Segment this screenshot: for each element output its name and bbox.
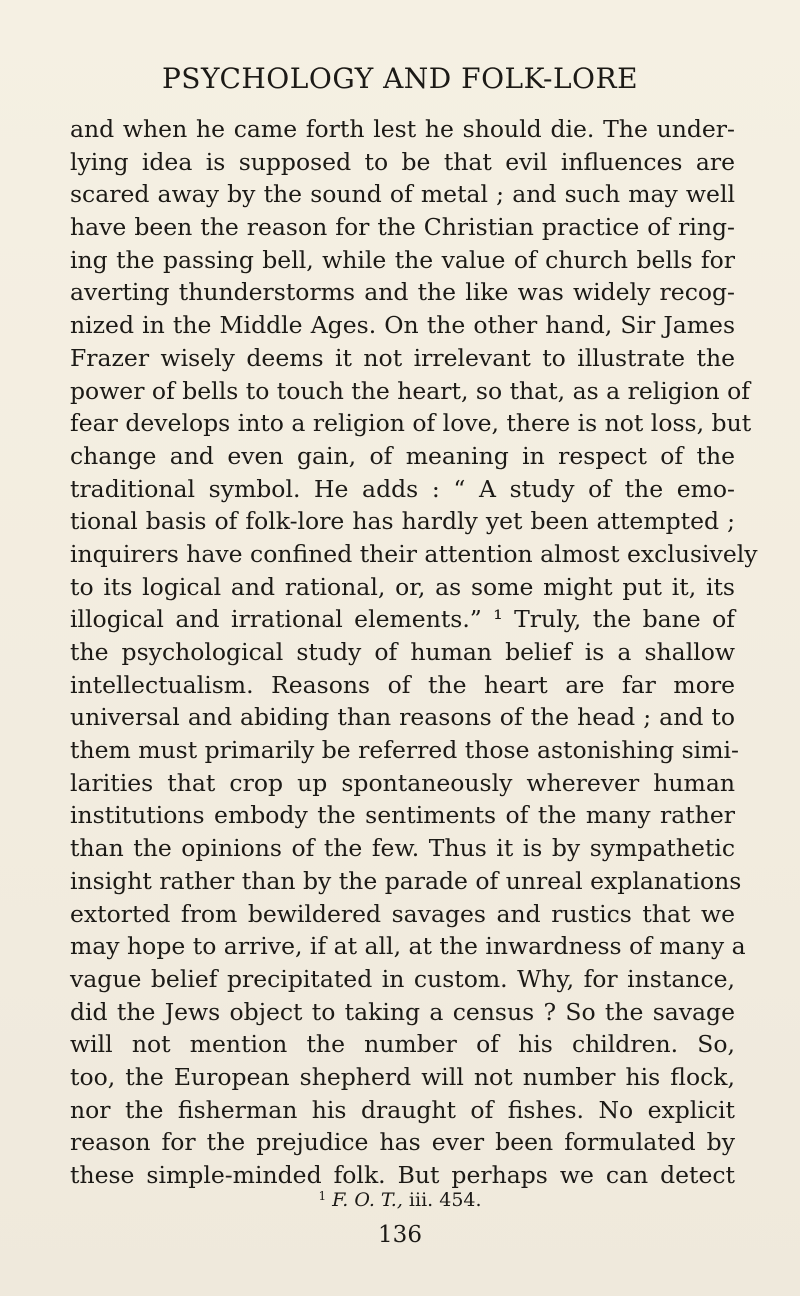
text-line: scared away by the sound of metal ; and such may well bbox=[70, 180, 735, 209]
text-line: ing the passing bell, while the value of church bells for bbox=[70, 245, 735, 274]
text-line: averting thunderstorms and the like was widely recog- bbox=[70, 278, 735, 307]
text-line: universal and abiding than reasons of the head ; and to bbox=[70, 703, 735, 732]
page-number: 136 bbox=[378, 1222, 422, 1248]
text-line: them must primarily be referred those astonishing simi- bbox=[70, 736, 739, 765]
text-line: may hope to arrive, if at all, at the inwardness of many a bbox=[70, 932, 746, 961]
body-text bbox=[70, 113, 758, 1192]
text-line: and when he came forth lest he should die. The under- bbox=[70, 115, 735, 143]
text-line: tional basis of folk-lore has hardly yet been attempted ; bbox=[70, 507, 735, 536]
footnote-marker: 1 bbox=[318, 1189, 327, 1203]
text-line: inquirers have confined their attention almost exclusively bbox=[70, 539, 758, 568]
text-line: traditional symbol. He adds : “ A study of the emo- bbox=[70, 474, 735, 503]
text-line: change and even gain, of meaning in respect of the bbox=[70, 441, 735, 470]
text-line: Frazer wisely deems it not irrelevant to illustrate the bbox=[70, 343, 735, 372]
text-line: too, the European shepherd will not number his flock, bbox=[70, 1062, 735, 1091]
text-line: than the opinions of the few. Thus it is by sympathetic bbox=[70, 834, 735, 863]
text-line: the psychological study of human belief is a shallow bbox=[70, 638, 735, 666]
text-line: extorted from bewildered savages and rustics that we bbox=[70, 899, 735, 928]
text-line: insight rather than by the parade of unreal explanations bbox=[70, 866, 742, 895]
text-line: have been the reason for the Christian practice of ring- bbox=[70, 213, 735, 242]
text-line: will not mention the number of his children. So, bbox=[70, 1030, 735, 1059]
text-line: intellectualism. Reasons of the heart are far more bbox=[70, 670, 735, 699]
text-line: to its logical and rational, or, as some might put it, its bbox=[70, 572, 735, 601]
running-head: PSYCHOLOGY AND FOLK-LORE bbox=[161, 62, 639, 95]
text-line: larities that crop up spontaneously wherever human bbox=[70, 768, 735, 797]
footnote-source: F. O. T., bbox=[332, 1189, 403, 1211]
text-line: lying idea is supposed to be that evil influences are bbox=[70, 147, 735, 176]
text-line: nor the fisherman his draught of fishes. No explicit bbox=[70, 1095, 735, 1124]
text-line: nized in the Middle Ages. On the other hand, Sir James bbox=[70, 311, 735, 340]
text-line: did the Jews object to taking a census ? So the savage bbox=[70, 997, 735, 1026]
text-line: power of bells to touch the heart, so that, as a religion of bbox=[70, 376, 750, 405]
text-line: institutions embody the sentiments of the many rather bbox=[70, 801, 735, 830]
text-line: fear develops into a religion of love, there is not loss, but bbox=[70, 409, 752, 438]
footnote bbox=[0, 1189, 800, 1211]
text-line: illogical and irrational elements.” ¹ Truly, the bane of bbox=[70, 605, 735, 634]
text-line: these simple-minded folk. But perhaps we can detect bbox=[70, 1161, 735, 1189]
text-line: vague belief precipitated in custom. Why, for instance, bbox=[70, 964, 735, 993]
text-line: reason for the prejudice has ever been formulated by bbox=[70, 1128, 735, 1157]
footnote-reference: iii. 454. bbox=[402, 1189, 482, 1211]
